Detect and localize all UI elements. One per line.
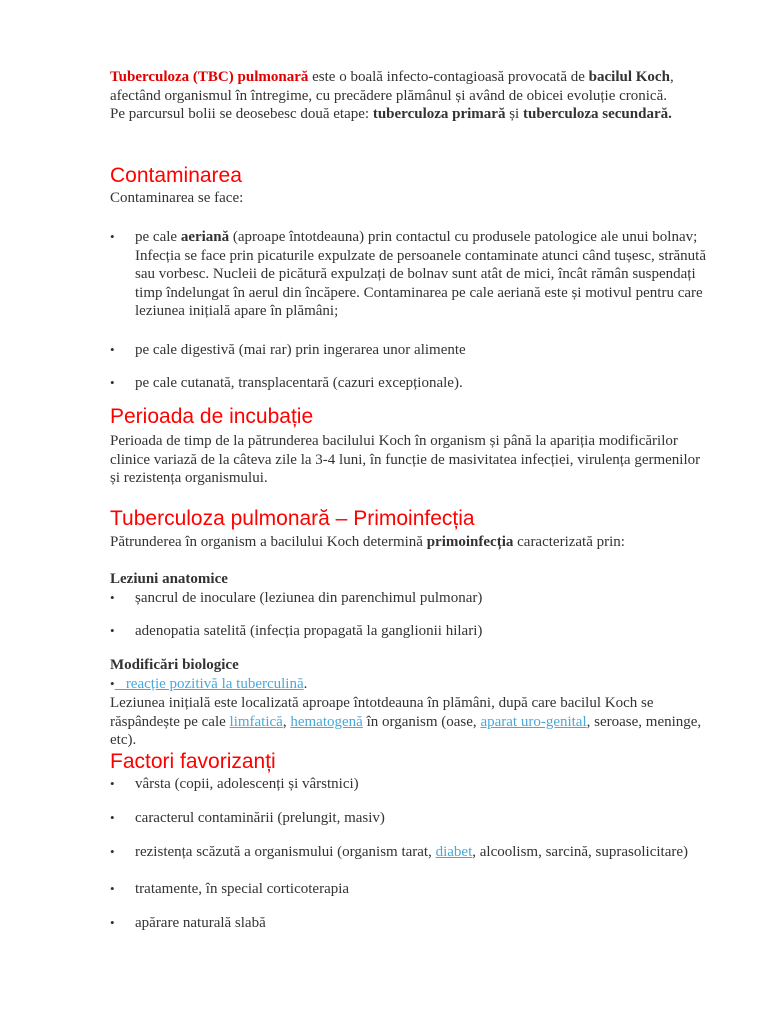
item-text: adenopatia satelită (infecția propagată la ganglionii hilari) <box>135 623 483 639</box>
subheading-leziuni: Leziuni anatomice <box>110 571 228 587</box>
bullet-icon: • <box>110 375 115 390</box>
reactie-item <box>110 675 710 694</box>
list-item <box>110 880 710 899</box>
bullet-icon: • <box>110 881 115 896</box>
intro-text-3: Pe parcursul bolii se deosebesc două etape: <box>110 106 373 122</box>
list-item <box>110 809 710 828</box>
contaminarea-intro: Contaminarea se face: <box>110 190 244 206</box>
list-item <box>110 374 710 393</box>
link-hematogena[interactable]: hematogenă <box>290 713 363 730</box>
bullet-icon: • <box>110 342 115 357</box>
incubatie-paragraph: Perioada de timp de la pătrunderea bacilului Koch în organism și până la apariția modificărilor clinice variază de la câteva zile la 3-4 luni, în funcție de masivitatea infecției, virulența germenilor și rezistența organismului. <box>110 433 701 486</box>
heading-incubatie: Perioada de incubație <box>110 405 314 428</box>
intro-conj: și <box>505 106 523 122</box>
bullet-icon: • <box>110 229 115 244</box>
bullet-icon: • <box>110 915 115 930</box>
item-text: pe cale cutanată, transplacentară (cazuri excepționale). <box>135 375 463 391</box>
intro-text: Pătrunderea în organism a bacilului Koch determină <box>110 534 427 550</box>
bullet-icon: • <box>110 810 115 825</box>
list-item <box>110 843 710 862</box>
item-text: rezistența scăzută a organismului (organism tarat, <box>135 844 436 860</box>
item-text: pe cale digestivă (mai rar) prin ingerarea unor alimente <box>135 342 466 358</box>
para-text: în organism (oase, <box>362 713 481 730</box>
list-item <box>110 914 710 933</box>
list-item <box>110 589 710 608</box>
bullet-icon: • <box>110 623 115 638</box>
propagare-paragraph <box>110 694 710 750</box>
list-item <box>110 775 710 794</box>
list-item <box>110 622 710 641</box>
heading-factori: Factori favorizanți <box>110 750 276 773</box>
heading-primoinfectia: Tuberculoza pulmonară – Primoinfecția <box>110 507 475 530</box>
intro-text-2: , afectând organismul în întregime, cu precădere plămânul și având de obicei evoluție cronică. <box>110 69 674 104</box>
item-text: șancrul de inoculare (leziunea din parenchimul pulmonar) <box>135 590 483 606</box>
bullet-icon: • <box>110 776 115 791</box>
primoinfectia-bold: primoinfecția <box>426 534 514 550</box>
aeriana: aeriană <box>180 229 230 245</box>
bullet-icon: • <box>110 844 115 859</box>
item-text: caracterul contaminării (prelungit, masiv) <box>135 810 385 826</box>
primoinfectia-intro <box>110 533 710 552</box>
bullet-icon: • <box>110 676 115 691</box>
intro-title: Tuberculoza (TBC) pulmonară <box>110 69 309 85</box>
subheading-modificari: Modificări biologice <box>110 657 239 673</box>
link-reactie-tuberculina[interactable]: reacție pozitivă la tuberculină <box>114 676 304 692</box>
list-item <box>110 228 710 321</box>
para-text: Leziunea inițială este localizată aproape întotdeauna în plămâni, după care bacilul Koch se răspândește pe cale <box>110 695 654 730</box>
item-text: , alcoolism, sarcină, suprasolicitare) <box>472 844 689 860</box>
item-text: vârsta (copii, adolescenți și vârstnici) <box>135 776 359 792</box>
item-text: pe cale <box>135 229 181 245</box>
item-text: apărare naturală slabă <box>135 915 266 931</box>
period: . <box>303 676 308 692</box>
bacil-koch: bacilul Koch <box>588 69 670 85</box>
heading-contaminarea: Contaminarea <box>110 164 242 187</box>
tuberculoza-primara: tuberculoza primară <box>372 106 506 122</box>
item-text: (aproape întotdeauna) prin contactul cu produsele patologice ale unui bolnav; Infecția se face prin picaturile expulzate de persoanele contaminate atunci când tușesc, strănută sau vorbesc. Nucleii de picătură expulzați de bolnav sunt atât de mici, încât rămân suspendați timp îndelungat în aerul din încăpere. Contaminarea pe cale aeriană este și motivul pentru care leziunea inițială apare în plămâni; <box>135 229 706 319</box>
intro-text: caracterizată prin: <box>513 534 625 550</box>
list-item <box>110 341 710 360</box>
para-text: , seroase, meninge, etc). <box>110 713 702 748</box>
intro-text-1: este o boală infecto-contagioasă provocată de <box>308 69 589 85</box>
tuberculoza-secundara: tuberculoza secundară. <box>522 106 672 122</box>
item-text: tratamente, în special corticoterapia <box>135 881 350 897</box>
bullet-icon: • <box>110 590 115 605</box>
link-limfatica[interactable]: limfatică <box>229 713 283 730</box>
link-aparat-uro-genital[interactable]: aparat uro-genital <box>480 713 587 730</box>
link-diabet[interactable]: diabet <box>435 844 473 860</box>
intro-paragraph <box>110 68 710 124</box>
comma: , <box>282 713 291 730</box>
